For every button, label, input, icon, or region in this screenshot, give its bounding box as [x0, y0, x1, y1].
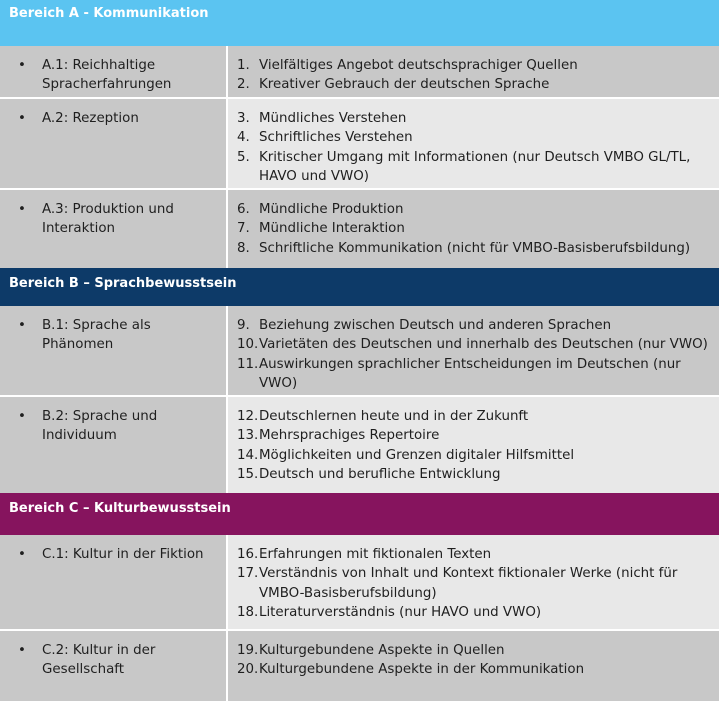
table-row	[0, 46, 719, 97]
item-number: 14.	[237, 447, 259, 463]
list-item	[237, 564, 709, 603]
section-header-b	[0, 268, 719, 306]
list-item	[237, 465, 709, 484]
item-text: Literaturverständnis (nur HAVO und VWO)	[259, 605, 542, 621]
list-item	[237, 219, 709, 238]
bullet: •	[18, 409, 26, 424]
item-number: 12.	[237, 409, 259, 424]
items-cell	[228, 535, 719, 629]
item-number: 2.	[237, 77, 250, 93]
item-text: Kulturgebundene Aspekte in der Kommunikation	[259, 662, 585, 678]
item-text: Varietäten des Deutschen und innerhalb des Deutschen (nur VWO)	[259, 337, 708, 353]
item-text: Schriftliches Verstehen	[259, 130, 413, 146]
items-cell	[228, 306, 719, 395]
item-text: Möglichkeiten und Grenzen digitaler Hilfsmittel	[259, 447, 575, 463]
item-text: Mündliche Produktion	[259, 202, 404, 217]
section-title: Bereich C – Kulturbewusstsein	[9, 501, 231, 516]
items-list	[237, 109, 709, 187]
item-text: Verständnis von Inhalt und Kontext fiktionaler Werke (nicht für VMBO-Basisberufsbildung)	[259, 566, 678, 601]
bullet: •	[18, 318, 26, 333]
item-number: 7.	[237, 221, 250, 237]
item-number: 11.	[237, 356, 259, 372]
table-row	[0, 631, 719, 701]
item-text: Mündliche Interaktion	[259, 221, 405, 237]
item-number: 6.	[237, 202, 250, 217]
items-list	[237, 316, 709, 394]
list-item	[237, 316, 709, 335]
category-cell	[0, 190, 226, 268]
item-number: 13.	[237, 428, 259, 444]
item-number: 15.	[237, 467, 259, 483]
list-item	[237, 660, 709, 679]
items-cell	[228, 397, 719, 493]
item-text: Mehrsprachiges Repertoire	[259, 428, 440, 444]
category-cell	[0, 535, 226, 629]
items-list	[237, 545, 709, 623]
section-title: Bereich A - Kommunikation	[9, 6, 209, 21]
category-cell	[0, 306, 226, 395]
section-header-c	[0, 493, 719, 535]
table-row	[0, 99, 719, 188]
category-cell	[0, 99, 226, 188]
list-item	[237, 641, 709, 660]
table-row	[0, 306, 719, 395]
list-item	[237, 200, 709, 219]
list-item	[237, 355, 709, 394]
items-cell	[228, 46, 719, 97]
item-number: 19.	[237, 643, 259, 658]
item-number: 20.	[237, 662, 259, 678]
item-text: Mündliches Verstehen	[259, 111, 407, 126]
items-list	[237, 407, 709, 485]
table-row	[0, 397, 719, 493]
category-label: C.1: Kultur in der Fiktion	[42, 547, 204, 562]
list-item	[237, 426, 709, 445]
list-item	[237, 407, 709, 426]
list-item	[237, 128, 709, 147]
item-text: Deutschlernen heute und in der Zukunft	[259, 409, 529, 424]
item-text: Vielfältiges Angebot deutschsprachiger Quellen	[259, 58, 578, 73]
item-text: Erfahrungen mit fiktionalen Texten	[259, 547, 492, 562]
item-number: 17.	[237, 566, 259, 582]
items-list	[237, 641, 709, 680]
item-number: 1.	[237, 58, 250, 73]
list-item	[237, 75, 709, 94]
list-item	[237, 603, 709, 622]
list-item	[237, 446, 709, 465]
list-item	[237, 335, 709, 354]
items-cell	[228, 190, 719, 268]
bullet: •	[18, 58, 26, 73]
item-text: Kulturgebundene Aspekte in Quellen	[259, 643, 505, 658]
item-number: 9.	[237, 318, 250, 333]
item-number: 8.	[237, 240, 250, 256]
list-item	[237, 239, 709, 258]
category-label: C.2: Kultur in der Gesellschaft	[42, 643, 156, 678]
items-cell	[228, 99, 719, 188]
list-item	[237, 148, 709, 187]
item-number: 18.	[237, 605, 259, 621]
items-list	[237, 56, 709, 95]
category-label: A.1: Reichhaltige Spracherfahrungen	[42, 58, 172, 93]
list-item	[237, 109, 709, 128]
list-item	[237, 545, 709, 564]
category-label: B.2: Sprache und Individuum	[42, 409, 158, 444]
items-cell	[228, 631, 719, 701]
list-item	[237, 56, 709, 75]
item-number: 3.	[237, 111, 250, 126]
category-cell	[0, 631, 226, 701]
item-text: Schriftliche Kommunikation (nicht für VMBO-Basisberufsbildung)	[259, 240, 691, 256]
table-row	[0, 535, 719, 629]
category-label: A.3: Produktion und Interaktion	[42, 202, 174, 237]
bullet: •	[18, 643, 26, 658]
category-label: B.1: Sprache als Phänomen	[42, 318, 151, 353]
bullet: •	[18, 547, 26, 562]
item-number: 5.	[237, 149, 250, 165]
item-text: Deutsch und berufliche Entwicklung	[259, 467, 501, 483]
bullet: •	[18, 202, 26, 217]
item-text: Beziehung zwischen Deutsch und anderen Sprachen	[259, 318, 612, 333]
category-cell	[0, 46, 226, 97]
item-text: Kritischer Umgang mit Informationen (nur Deutsch VMBO GL/TL, HAVO und VWO)	[259, 149, 691, 185]
section-header-a	[0, 0, 719, 46]
bullet: •	[18, 111, 26, 126]
section-title: Bereich B – Sprachbewusstsein	[9, 276, 237, 291]
items-list	[237, 200, 709, 258]
category-label: A.2: Rezeption	[42, 111, 139, 126]
item-number: 16.	[237, 547, 259, 562]
item-number: 4.	[237, 130, 250, 146]
item-number: 10.	[237, 337, 259, 353]
category-cell	[0, 397, 226, 493]
item-text: Auswirkungen sprachlicher Entscheidungen im Deutschen (nur VWO)	[259, 356, 681, 392]
table-row	[0, 190, 719, 268]
item-text: Kreativer Gebrauch der deutschen Sprache	[259, 77, 550, 93]
